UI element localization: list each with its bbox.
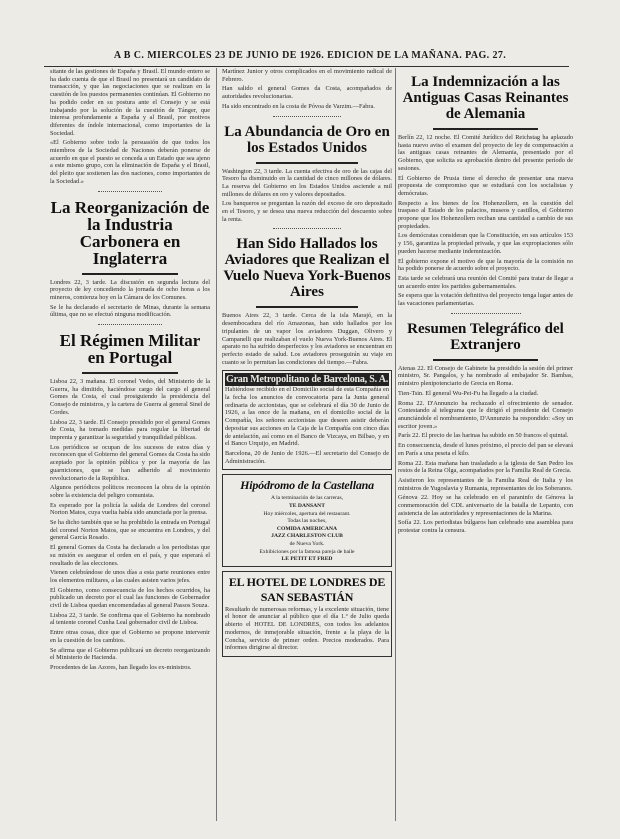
ad-line: A la terminación de las carreras, <box>270 495 344 502</box>
article-text: Procedentes de las Azores, han llegado los ex-ministros. <box>50 663 192 671</box>
column-3 <box>398 68 573 825</box>
article-text: Se espera que la votación definitiva del proyecto tenga lugar antes de las vacaciones parlamentarias. <box>398 292 573 308</box>
divider <box>98 191 162 193</box>
article-text: Se ha dicho también que se ha prohibido la entrada en Portugal del coronel Norton Matos, que se encuentra en Londres, y del general García Rosado. <box>50 519 210 542</box>
divider <box>451 313 521 315</box>
article-text: sitante de las gestiones de España y Brasil. El mundo entero se ha dado cuenta de que el Brasil no presentará un candidato de transacción, y que las negociaciones que se realizan en la cuestión de los puestos permanentes continúan. El Gobierno no ha podido ceder en su postura ante el Consejo y se está trabajando por la solución de la cuestión de Tánger, que interesa profundamente a España y al Brasil, por motivos diferentes de índole internacional, como importantes de la Sociedad. <box>50 68 210 137</box>
ad-line: Todas las noches, <box>287 518 327 525</box>
article-text: Entre otras cosas, dice que el Gobierno se propone intervenir en la cuestión de los cambios. <box>50 629 210 644</box>
divider <box>433 128 538 130</box>
ad-title: EL HOTEL DE LONDRES DE SAN SEBASTIÁN <box>228 574 386 604</box>
article-text: Sofía 22. Los periodistas búlgaros han celebrado una asamblea para protestar contra la censura. <box>398 519 573 535</box>
ad-text: Habiéndose recibido en el Domicilio social de esta Compañía en la fecha los anuncios de convocatoria para la Junta general ordinaria de accionistas, que se celebrará el día 30 de Junio de 1926, a las once de la mañana, en el domicilio social de la Compañía, los señores accionistas que deseen asistir deberán depositar sus acciones en la Caja de la Compañía con cinco días de antelación, así como en el Banco de Vizcaya, en Bilbao, y en el Banco Urquijo, en Madrid. <box>225 386 389 448</box>
ad-line: COMIDA AMERICANA <box>276 525 338 532</box>
divider <box>98 324 162 326</box>
ad-line: Exhibiciones por la famosa pareja de baile <box>259 548 355 555</box>
article-text: Algunos periódicos políticos reconocen la obra de la opinión sobre la existencia del peligro comunista. <box>50 484 210 499</box>
article-text: Buenos Aires 22, 3 tarde. Cerca de la isla Marajó, en la desembocadura del río Amazonas, han sido hallados por los tripulantes de un vapor los aviadores Duggan, Olivero y Campanelli que realizaban el vuelo Nueva York-Buenos Aires. El aparato no ha sufrido desperfectos y los aviadores se encuentran en perfecto estado de salud. Los aviadores proseguirán su viaje en cuanto se lo permitan las condiciones del tiempo.—Fabra. <box>222 312 392 366</box>
article-text: Atenas 22. El Consejo de Gabinete ha presidido la sesión del primer ministro, Sr. Pangalos, y ha nombrado al embajador Sr. Bambas, ministro plenipotenciario de Grecia en Roma. <box>398 364 573 388</box>
headline-portugal: El Régimen Militar en Portugal <box>59 331 201 368</box>
article-text: Se le ha declarado el secretario de Minas, durante la semana última, que no se efectuó ninguna modificación. <box>50 303 210 319</box>
article-text: Los periódicos se ocupan de los sucesos de estos días y reconocen que el Gobierno del general Gomes da Costa ha sido aceptado por la opinión pública y por la mayoría de las guarniciones, que se han adherido al movimiento revolucionario de la República. <box>50 443 210 482</box>
ad-line: JAZZ CHARLESTON CLUB <box>271 533 343 540</box>
headline-coal-industry: La Reorganización de la Industria Carbonera en Inglaterra <box>50 197 210 268</box>
article-text: Martínez Junior y otros complicados en el movimiento radical de Febrero. <box>222 68 392 83</box>
article-text: Berlín 22, 12 noche. El Comité Jurídico del Reichstag ha aplazado hasta nuevo aviso el examen del proyecto de ley de compensación a las antiguas casas reinantes de Alemania, presentado por el Gobierno, que solicita su aprobación dentro del presente período de sesiones. <box>398 134 573 172</box>
ad-signature: Barcelona, 20 de Junio de 1926.—El secretario del Consejo de Administración. <box>225 449 389 465</box>
column-divider <box>216 68 217 821</box>
article-text: Se afirma que el Gobierno publicará un decreto reorganizando el Ministerio de Hacienda. <box>50 646 210 662</box>
article-text: Asistieron los representantes de la Familia Real de Italia y los ministros de Yugoslavia y Rumania, representantes de los Soberanos. <box>398 476 573 492</box>
divider <box>256 162 358 164</box>
headline-gold: La Abundancia de Oro en los Estados Unidos <box>224 123 390 156</box>
article-text: El Gobierno de Prusia tiene el derecho de presentar una nueva propuesta de compromiso que se estudiará con los socialistas y demócratas. <box>398 174 573 197</box>
ad-line: Hoy miércoles, apertura del restaurant. <box>263 510 351 517</box>
ad-line: TE DANSANT <box>289 502 325 509</box>
article-text: Los banqueros se preguntan la razón del exceso de oro depositado en el Tesoro, y se desea una nueva reducción del descuento sobre la renta. <box>222 200 392 223</box>
divider <box>273 228 341 230</box>
headline-aviators: Han Sido Hallados los Aviadores que Realizan el Vuelo Nueva York-Buenos Aires <box>223 236 391 301</box>
ad-hotel-londres <box>222 571 392 657</box>
article-text: París 22. El precio de las harinas ha subido en 50 francos el quintal. <box>398 432 569 440</box>
article-text: Han salido el general Gomes da Costa, acompañados de autoridades revolucionarias. <box>222 85 392 101</box>
article-text: Lisboa 22, 3 tarde. Se confirma que el Gobierno ha nombrado al teniente coronel Cunha Leal gobernador civil de Lisboa. <box>50 611 210 627</box>
ad-line: de Nueva York. <box>289 540 325 547</box>
header-rule <box>44 66 569 67</box>
article-text: Tien-Tsin. El general Wu-Pei-Fu ha llegado a la ciudad. <box>398 389 539 397</box>
article-text: Lisboa 22, 3 mañana. El coronel Vedes, del Ministerio de la Guerra, ha dimitido, haciéndose cargo del cargo el general Gomes da Costa, el cual prosiguiendo la presidencia del Consejo de ministros, y la cartera de Guerra al general Sinel de Cordes. <box>50 378 210 416</box>
divider <box>82 273 178 275</box>
article-text: Vienen celebrándose de unos días a esta parte reuniones entre los elementos militares, a las cuales asisten varios jefes. <box>50 569 210 584</box>
article-text: En consecuencia, desde el lunes próximo, el precio del pan se elevará en París a una peseta el kilo. <box>398 442 573 457</box>
headline-indemnizacion: La Indemnización a las Antiguas Casas Reinantes de Alemania <box>402 74 569 122</box>
article-text: Génova 22. Hoy se ha celebrado en el paraninfo de Génova la conmemoración del CDL aniversario de la batalla de Lepanto, con asistencia de las autoridades y representaciones de la Marina. <box>398 494 573 517</box>
article-text: El Gobierno, como consecuencia de los hechos ocurridos, ha publicado un decreto por el cual las funciones de Gobernador civil de Lisboa quedan encomendadas al general Passos Souza. <box>50 586 210 610</box>
ad-title: Gran Metropolitano de Barcelona, S. A. <box>225 374 389 386</box>
divider <box>433 359 538 361</box>
divider <box>256 306 358 308</box>
column-1 <box>50 68 210 825</box>
divider <box>82 372 178 374</box>
article-text: «El Gobierno sobre todo la persuasión de que todos los miembros de la Sociedad de Naciones deberán ponerse de acuerdo en que el puesto se conceda a un Estado que sea ajeno a este mismo grupo, con la eliminación de España y el Brasil, del pleito que sostienen las dos naciones, como importantes de la Sociedad.» <box>50 139 210 185</box>
ad-line: LE PETIT ET FRED <box>281 556 333 563</box>
ad-text: Resultado de numerosas reformas, y la excelente situación, tiene el honor de anunciar al público que el día 1.º de Julio queda abierto el HOTEL DE LONDRES, con todos los adelantos modernos, de inmejorable situación, frente a la playa de la Concha, servicio de primer orden. Precios moderados. Para informes dirigirse al director. <box>225 605 389 652</box>
article-text: Washington 22, 3 tarde. La cuenta efectiva de oro de las cajas del Tesoro ha disminuido en la cantidad de cinco millones de dólares. La reserva del Gobierno en los Estados Unidos asciende a mil millones de dólares en oro y valores depositados. <box>222 167 392 198</box>
article-text: El general Gomes da Costa ha declarado a los periodistas que su misión es asegurar el orden en el país, y que esperará el resultado de las elecciones. <box>50 544 210 567</box>
article-text: Esta tarde se celebrará una reunión del Comité para tratar de llegar a un acuerdo entre los partidos gubernamentales. <box>398 274 573 290</box>
article-text: Ha sido encontrado en la costa de Póvoa de Varzim.—Fabra. <box>222 102 375 110</box>
column-2 <box>222 68 392 825</box>
headline-resumen: Resumen Telegráfico del Extranjero <box>407 320 564 353</box>
article-text: El gobierno expone el motivo de que la mayoría de la comisión no ha podido ponerse de acuerdo sobre el proyecto. <box>398 257 573 273</box>
article-text: Londres 22, 3 tarde. La discusión en segunda lectura del proyecto de ley concediendo la jornada de ocho horas a los mineros, comienza hoy en la Cámara de los Comunes. <box>50 278 210 301</box>
article-text: Es esperado por la policía la salida de Londres del coronel Norton Matos, cuya vuelta había sido anunciada por la prensa. <box>50 501 210 517</box>
column-divider <box>395 68 396 821</box>
ad-title: Hipódromo de la Castellana <box>240 478 374 493</box>
ad-metropolitano <box>222 370 392 470</box>
ad-hipodromo <box>222 474 392 566</box>
article-text: Lisboa 22, 3 tarde. El Consejo presidido por el general Gomes de Costa, ha tomado medidas para regular la libertad de imprenta y garantizar la seguridad y tranquilidad públicas. <box>50 418 210 441</box>
article-text: Los demócratas consideran que la Constitución, en sus artículos 153 y 156, garantiza la propiedad privada, y que las expropiaciones sólo pueden hacerse mediante indemnización. <box>398 232 573 255</box>
page-header: A B C. MIERCOLES 23 DE JUNIO DE 1926. EDICION DE LA MAÑANA. PAG. 27. <box>113 50 507 61</box>
article-text: Respecto a los bienes de los Hohenzollern, en la cuestión del traspaso al Estado de los palacios, museos y castillos, el Gobierno propone que los Hohenzollern reciban una cantidad a cambio de sus propiedades. <box>398 199 573 230</box>
article-text: Roma 22. Esta mañana han trasladado a la iglesia de San Pedro los restos de la Reina Olga, acompañados por la Familia Real de Grecia. <box>398 459 573 475</box>
divider <box>273 116 341 118</box>
article-text: Roma 22. D'Annunzio ha rechazado el ofrecimiento de senador. Contestando al telegrama que le dirigió el presidente del Consejo anunciándole el nombramiento, D'Annunzio ha respondido: «Soy un escritor joven.» <box>398 399 573 430</box>
